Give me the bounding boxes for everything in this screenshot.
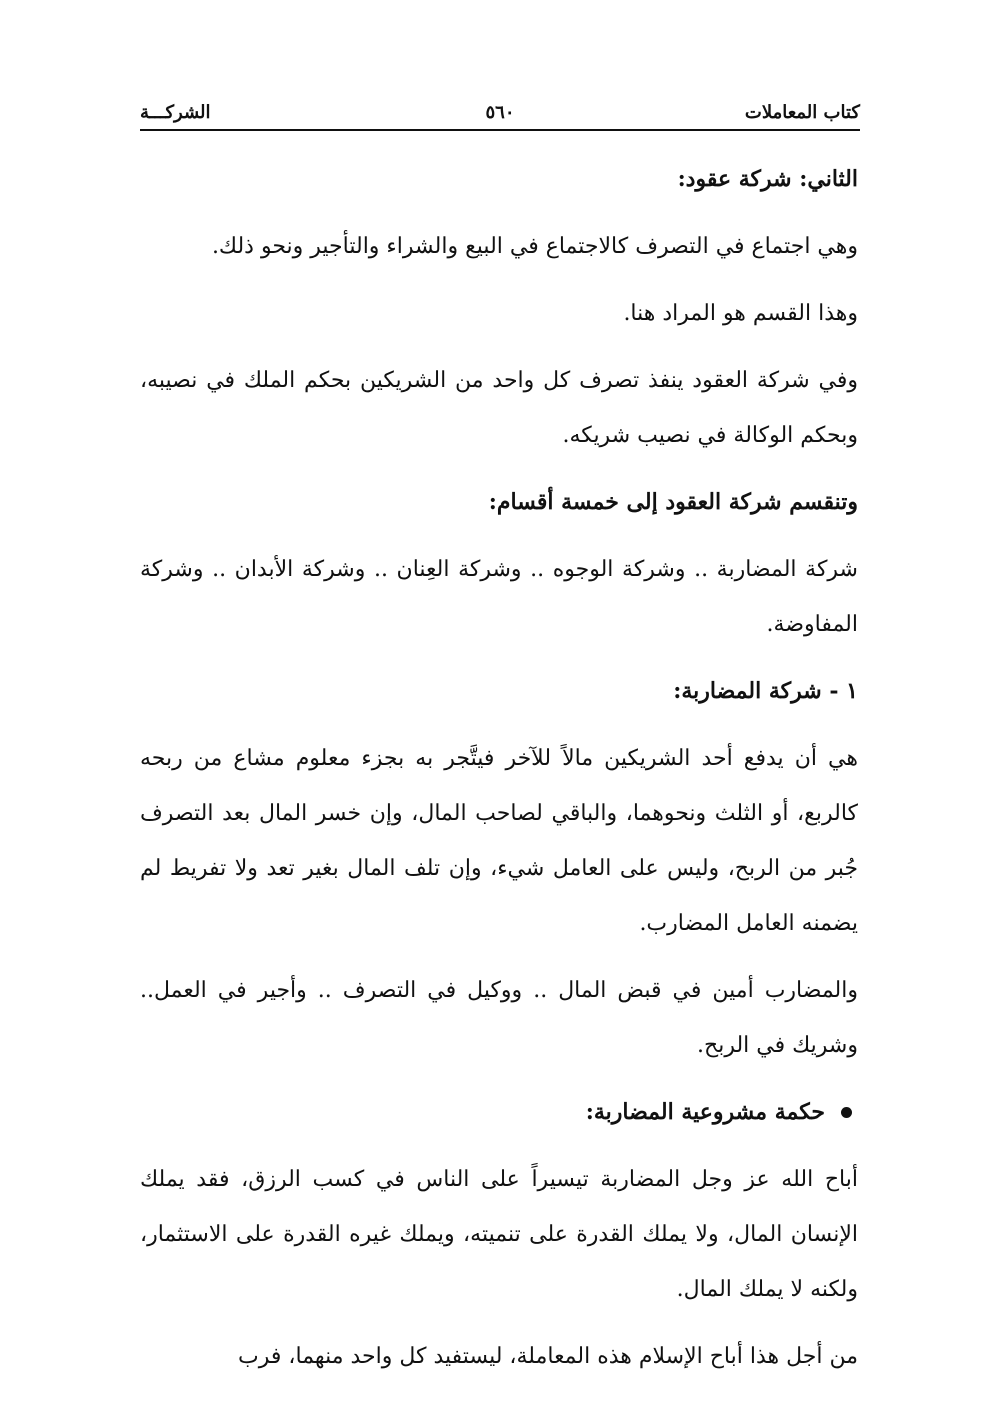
bullet-icon [841,1107,852,1118]
bullet-heading-wisdom [140,1085,858,1140]
page-header [140,100,860,130]
paragraph: أباح الله عز وجل المضاربة تيسيراً على الناس في كسب الرزق، فقد يملك الإنسان المال، ولا يملك القدرة على تنميته، ويملك غيره القدرة على الاستثمار، ولكنه لا يملك المال. [140,1167,858,1302]
section-heading-mudaraba: ١ - شركة المضاربة: [673,678,858,704]
section-heading-divisions: وتنقسم شركة العقود إلى خمسة أقسام: [488,489,858,515]
paragraph: من أجل هذا أباح الإسلام هذه المعاملة، ليستفيد كل واحد منهما، فرب [238,1344,858,1369]
page-body [140,152,858,1396]
header-divider [140,129,860,131]
paragraph: وهي اجتماع في التصرف كالاجتماع في البيع والشراء والتأجير ونحو ذلك. [211,234,858,259]
paragraph: والمضارب أمين في قبض المال .. ووكيل في التصرف .. وأجير في العمل.. وشريك في الربح. [140,978,858,1058]
paragraph: شركة المضاربة .. وشركة الوجوه .. وشركة العِنان .. وشركة الأبدان .. وشركة المفاوضة. [140,557,858,637]
paragraph: هي أن يدفع أحد الشريكين مالاً للآخر فيتَّجر به بجزء معلوم مشاع من ربحه كالربع، أو الثلث ونحوهما، والباقي لصاحب المال، وإن خسر المال بعد التصرف جُبر من الربح، وليس على العامل شيء، وإن تلف المال بغير تعد ولا تفريط لم يضمنه العامل المضارب. [140,746,858,936]
chapter-title: الشركـــة [140,102,211,123]
paragraph: وهذا القسم هو المراد هنا. [623,301,858,326]
page-number: ٥٦٠ [485,102,515,123]
paragraph: وفي شركة العقود ينفذ تصرف كل واحد من الشريكين بحكم الملك في نصيبه، وبحكم الوكالة في نصيب شريكه. [140,368,858,448]
section-heading-contract-partnership: الثاني: شركة عقود: [677,166,858,192]
book-title: كتاب المعاملات [744,102,860,123]
bullet-heading-text: حكمة مشروعية المضاربة: [585,1099,825,1125]
